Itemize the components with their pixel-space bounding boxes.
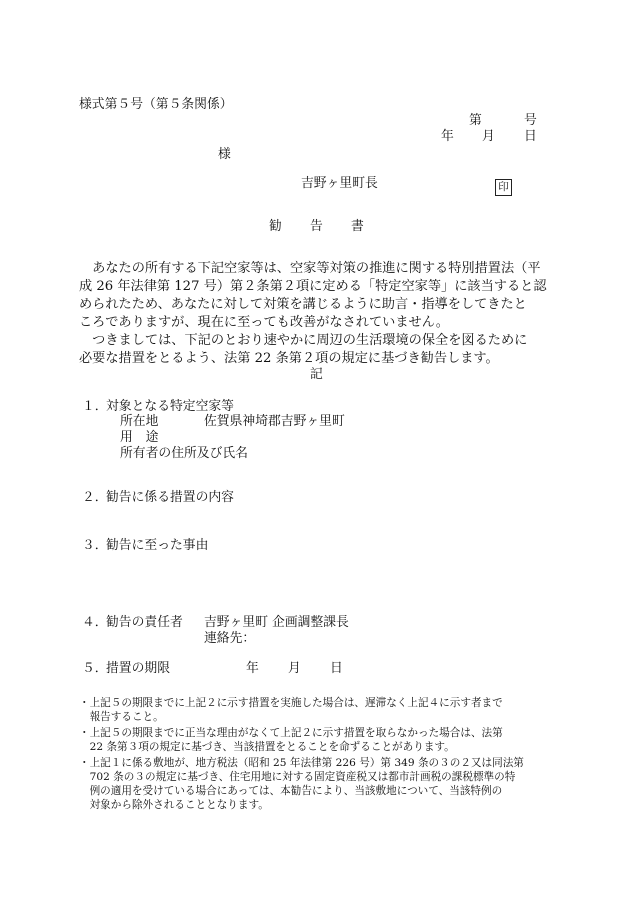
note-3: [79, 756, 524, 812]
body-line: められたため、あなたに対して対策を講じるように助言・指導をしてきたと: [79, 297, 527, 312]
item2-number: ２．: [82, 490, 108, 505]
note-line: 702 条の３の規定に基づき、住宅用地に対する固定資産税又は都市計画税の課税標準の特: [79, 771, 516, 783]
body-line: あなたの所有する下記空家等は、空家等対策の推進に関する特別措置法（平: [79, 261, 541, 276]
note-2: [79, 726, 503, 754]
item5-number: ５．: [82, 661, 108, 676]
item5-month: 月: [288, 661, 301, 676]
item5-label: 措置の期限: [106, 661, 170, 676]
item5-year: 年: [246, 661, 259, 676]
contact-label: 連絡先：: [204, 631, 256, 646]
form-label: 様式第５号（第５条関係）: [79, 97, 233, 112]
number-dai: 第: [469, 113, 482, 128]
item1-label: 対象となる特定空家等: [106, 399, 234, 414]
item4-label: 勧告の責任者: [106, 615, 183, 630]
title-char-3: 書: [351, 219, 364, 234]
number-go: 号: [524, 113, 537, 128]
owner-label: 所有者の住所及び氏名: [120, 446, 248, 461]
body-line: つきましては、下記のとおり速やかに周辺の生活環境の保全を図るために: [79, 333, 528, 348]
date-year: 年: [441, 129, 454, 144]
title-char-1: 勧: [269, 219, 282, 234]
sender-name: 吉野ヶ里町長: [301, 176, 378, 191]
note-line: 対象から除外されることとなります。: [79, 799, 269, 811]
body-text: [79, 260, 555, 368]
body-line: ころでありますが、現在に至っても改善がなされていません。: [79, 315, 449, 330]
note-line: ・上記１に係る敷地が、地方税法（昭和 25 年法律第 226 号）第 349 条の３の２又は同法第: [79, 757, 524, 769]
location-label: 所在地: [120, 414, 159, 429]
use-label: 用 途: [120, 430, 159, 445]
note-line: ・上記５の期限までに上記２に示す措置を実施した場合は、遅滞なく上記４に示す者まで: [79, 697, 503, 709]
item5-day: 日: [330, 661, 343, 676]
location-value: 佐賀県神埼郡吉野ヶ里町: [204, 414, 345, 429]
item3-number: ３．: [82, 538, 108, 553]
note-line: 報告すること。: [79, 711, 164, 723]
ki-heading: 記: [310, 367, 323, 382]
item3-label: 勧告に至った事由: [106, 538, 209, 553]
title-char-2: 告: [310, 219, 323, 234]
body-line: 成 26 年法律第 127 号）第２条第２項に定める「特定空家等」に該当すると認: [79, 279, 547, 294]
date-day: 日: [524, 129, 537, 144]
item1-number: １．: [82, 399, 108, 414]
note-line: ・上記５の期限までに正当な理由がなくて上記２に示す措置を取らなかった場合は、法第: [79, 727, 503, 739]
note-line: 22 条第３項の規定に基づき、当該措置をとることを命ずることがあります。: [79, 741, 455, 753]
item4-value: 吉野ヶ里町 企画調整課長: [204, 615, 349, 630]
seal-stamp: 印: [495, 179, 512, 196]
item4-number: ４．: [82, 615, 108, 630]
addressee-sama: 様: [218, 147, 231, 162]
seal-mark: [495, 175, 512, 196]
note-1: [79, 696, 503, 724]
item2-label: 勧告に係る措置の内容: [106, 490, 234, 505]
body-line: 必要な措置をとるよう、法第 22 条第２項の規定に基づき勧告します。: [79, 351, 499, 366]
date-month: 月: [482, 129, 495, 144]
note-line: 例の適用を受けている場合にあっては、本勧告により、当該敷地について、当該特例の: [79, 785, 503, 797]
